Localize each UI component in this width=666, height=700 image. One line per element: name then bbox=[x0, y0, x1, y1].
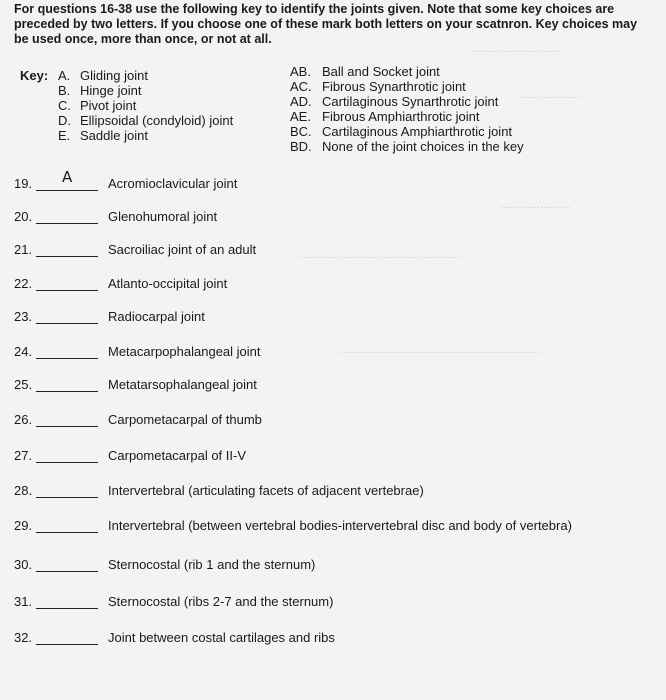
question-text: Radiocarpal joint bbox=[108, 309, 205, 324]
key-choice bbox=[290, 109, 524, 124]
question-number: 27. bbox=[14, 448, 33, 463]
question-row bbox=[14, 309, 205, 324]
question-row bbox=[14, 518, 572, 533]
question-row bbox=[14, 483, 424, 498]
key-code: BC. bbox=[290, 124, 312, 139]
question-number: 29. bbox=[14, 518, 33, 533]
question-text: Carpometacarpal of II-V bbox=[108, 448, 247, 463]
key-text: Ball and Socket joint bbox=[322, 64, 440, 79]
question-row bbox=[14, 276, 227, 291]
key-code: AD. bbox=[290, 94, 312, 109]
question-row bbox=[14, 209, 217, 224]
bleed-through-text: ………………… bbox=[500, 200, 570, 211]
key-text: Fibrous Synarthrotic joint bbox=[322, 79, 466, 94]
key-choice bbox=[58, 83, 233, 98]
answer-blank[interactable] bbox=[36, 209, 98, 224]
key-code: D. bbox=[58, 113, 71, 128]
question-number: 20. bbox=[14, 209, 33, 224]
question-number: 30. bbox=[14, 557, 33, 572]
bleed-through-text: ………………………………………… bbox=[300, 250, 460, 261]
question-row bbox=[14, 377, 257, 392]
question-number: 22. bbox=[14, 276, 33, 291]
question-number: 32. bbox=[14, 630, 33, 645]
question-text: Intervertebral (between vertebral bodies-intervertebral disc and body of vertebra) bbox=[108, 518, 572, 533]
key-code: C. bbox=[58, 98, 71, 113]
question-text: Carpometacarpal of thumb bbox=[108, 412, 262, 427]
answer-blank[interactable] bbox=[36, 483, 98, 498]
key-text: Pivot joint bbox=[80, 98, 137, 113]
bleed-through-text: ……………… bbox=[520, 90, 580, 101]
question-text: Acromioclavicular joint bbox=[108, 176, 238, 191]
question-text: Sternocostal (ribs 2-7 and the sternum) bbox=[108, 594, 334, 609]
key-code: E. bbox=[58, 128, 71, 143]
question-number: 28. bbox=[14, 483, 33, 498]
key-text: Hinge joint bbox=[80, 83, 142, 98]
instructions: For questions 16-38 use the following key to identify the joints given. Note that some key choices are preceded by two letters. If you choose one of these mark both letters on your scatnron. Key choices may be used once, more than once, or not at all. bbox=[14, 2, 638, 46]
question-row bbox=[14, 412, 262, 427]
answer-blank[interactable] bbox=[36, 594, 98, 609]
answer-blank[interactable] bbox=[36, 518, 98, 533]
question-text: Metatarsophalangeal joint bbox=[108, 377, 257, 392]
key-text: Cartilaginous Amphiarthrotic joint bbox=[322, 124, 513, 139]
answer-blank[interactable] bbox=[36, 557, 98, 572]
key-code: AC. bbox=[290, 79, 312, 94]
question-number: 25. bbox=[14, 377, 33, 392]
key-text: Saddle joint bbox=[80, 128, 148, 143]
answer-blank[interactable] bbox=[36, 630, 98, 645]
key-choices-left bbox=[58, 68, 233, 143]
question-row bbox=[14, 630, 335, 645]
question-row bbox=[14, 242, 256, 257]
question-text: Atlanto-occipital joint bbox=[108, 276, 228, 291]
question-text: Glenohumoral joint bbox=[108, 209, 218, 224]
question-text: Sternocostal (rib 1 and the sternum) bbox=[108, 557, 316, 572]
key-choices-right bbox=[290, 64, 524, 154]
question-row bbox=[14, 594, 333, 609]
question-number: 24. bbox=[14, 344, 33, 359]
key-label: Key: bbox=[20, 68, 49, 83]
key-code: AE. bbox=[290, 109, 311, 124]
question-number: 19. bbox=[14, 176, 33, 191]
question-number: 23. bbox=[14, 309, 33, 324]
answer-blank[interactable] bbox=[36, 412, 98, 427]
answer-blank[interactable] bbox=[36, 448, 98, 463]
answer-blank[interactable] bbox=[36, 242, 98, 257]
key-text: Gliding joint bbox=[80, 68, 148, 83]
key-choice bbox=[290, 79, 524, 94]
key-text: None of the joint choices in the key bbox=[322, 139, 524, 154]
answer-blank[interactable] bbox=[36, 309, 98, 324]
key-text: Ellipsoidal (condyloid) joint bbox=[80, 113, 234, 128]
question-text: Intervertebral (articulating facets of adjacent vertebrae) bbox=[108, 483, 424, 498]
question-number: 21. bbox=[14, 242, 33, 257]
key-code: AB. bbox=[290, 64, 311, 79]
question-number: 26. bbox=[14, 412, 33, 427]
answer-blank[interactable] bbox=[36, 168, 98, 191]
bleed-through-text: ……………………… bbox=[470, 44, 560, 55]
key-text: Cartilaginous Synarthrotic joint bbox=[322, 94, 499, 109]
answer-blank[interactable] bbox=[36, 276, 98, 291]
key-code: B. bbox=[58, 83, 71, 98]
key-choice bbox=[290, 124, 524, 139]
question-row bbox=[14, 448, 246, 463]
key-choice bbox=[58, 68, 233, 83]
handwritten-answer: A bbox=[62, 168, 73, 186]
bleed-through-text: …………………………………………………… bbox=[340, 345, 540, 356]
question-row bbox=[14, 557, 315, 572]
key-code: A. bbox=[58, 68, 71, 83]
question-number: 31. bbox=[14, 594, 33, 609]
key-text: Fibrous Amphiarthrotic joint bbox=[322, 109, 480, 124]
key-choice bbox=[290, 94, 524, 109]
answer-blank[interactable] bbox=[36, 344, 98, 359]
question-text: Metacarpophalangeal joint bbox=[108, 344, 261, 359]
key-choice bbox=[58, 128, 233, 143]
question-row bbox=[14, 168, 238, 191]
key-choice bbox=[58, 98, 233, 113]
key-choice bbox=[290, 64, 524, 79]
key-choice bbox=[58, 113, 233, 128]
key-choice bbox=[290, 139, 524, 154]
question-text: Joint between costal cartilages and ribs bbox=[108, 630, 335, 645]
question-text: Sacroiliac joint of an adult bbox=[108, 242, 257, 257]
question-row bbox=[14, 344, 261, 359]
key-code: BD. bbox=[290, 139, 312, 154]
answer-blank[interactable] bbox=[36, 377, 98, 392]
